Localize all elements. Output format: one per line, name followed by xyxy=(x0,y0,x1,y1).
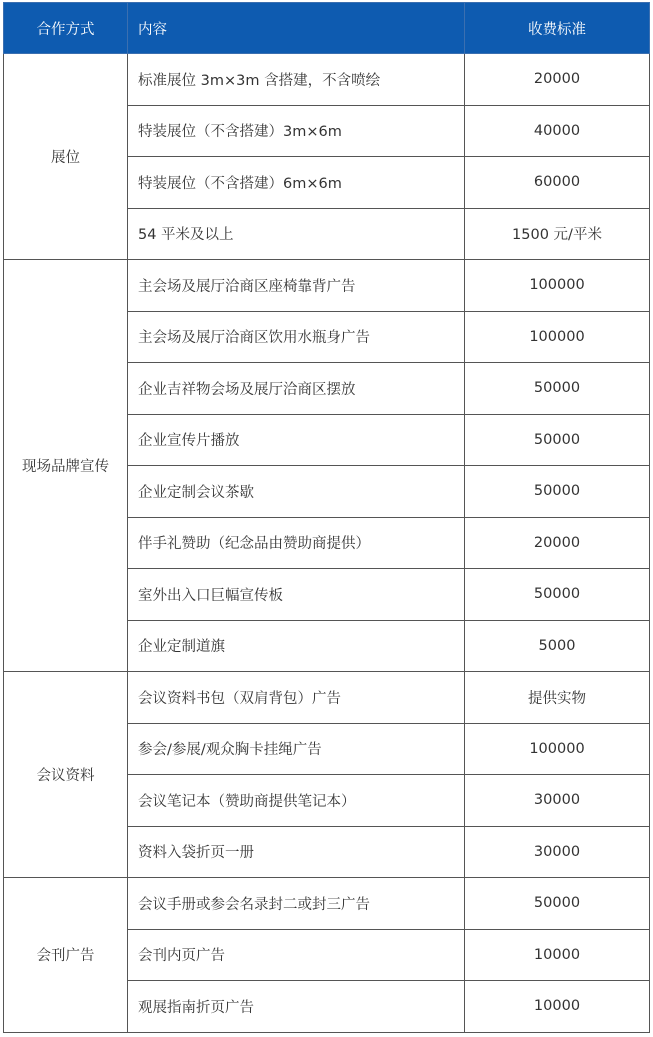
content-cell: 企业定制道旗 xyxy=(128,620,465,672)
content-cell: 会议资料书包（双肩背包）广告 xyxy=(128,672,465,724)
fee-cell: 50000 xyxy=(465,414,650,466)
table-header-row xyxy=(4,3,650,54)
table-row xyxy=(4,54,650,106)
fee-cell: 50000 xyxy=(465,466,650,518)
pricing-table xyxy=(3,2,650,1033)
content-cell: 观展指南折页广告 xyxy=(128,981,465,1033)
fee-cell: 5000 xyxy=(465,620,650,672)
content-cell: 参会/参展/观众胸卡挂绳广告 xyxy=(128,723,465,775)
content-cell: 伴手礼赞助（纪念品由赞助商提供） xyxy=(128,517,465,569)
header-fee-standard: 收费标准 xyxy=(465,3,650,54)
fee-cell: 100000 xyxy=(465,723,650,775)
fee-cell: 1500 元/平米 xyxy=(465,208,650,260)
fee-cell: 100000 xyxy=(465,311,650,363)
table-body xyxy=(4,54,650,1033)
content-cell: 特装展位（不含搭建）6m×6m xyxy=(128,157,465,209)
group-name-cell: 展位 xyxy=(4,54,128,260)
fee-cell: 60000 xyxy=(465,157,650,209)
content-cell: 企业宣传片播放 xyxy=(128,414,465,466)
content-cell: 标准展位 3m×3m 含搭建，不含喷绘 xyxy=(128,54,465,106)
group-name-cell: 会刊广告 xyxy=(4,878,128,1033)
content-cell: 特装展位（不含搭建）3m×6m xyxy=(128,105,465,157)
fee-cell: 30000 xyxy=(465,775,650,827)
fee-cell: 50000 xyxy=(465,569,650,621)
content-cell: 资料入袋折页一册 xyxy=(128,826,465,878)
fee-cell: 50000 xyxy=(465,878,650,930)
fee-cell: 100000 xyxy=(465,260,650,312)
content-cell: 企业吉祥物会场及展厅洽商区摆放 xyxy=(128,363,465,415)
table-row xyxy=(4,672,650,724)
content-cell: 主会场及展厅洽商区饮用水瓶身广告 xyxy=(128,311,465,363)
fee-cell: 30000 xyxy=(465,826,650,878)
content-cell: 会刊内页广告 xyxy=(128,929,465,981)
header-content: 内容 xyxy=(128,3,465,54)
table-row xyxy=(4,260,650,312)
fee-cell: 20000 xyxy=(465,517,650,569)
content-cell: 室外出入口巨幅宣传板 xyxy=(128,569,465,621)
fee-cell: 50000 xyxy=(465,363,650,415)
content-cell: 主会场及展厅洽商区座椅靠背广告 xyxy=(128,260,465,312)
header-cooperation-mode: 合作方式 xyxy=(4,3,128,54)
content-cell: 54 平米及以上 xyxy=(128,208,465,260)
fee-cell: 提供实物 xyxy=(465,672,650,724)
fee-cell: 10000 xyxy=(465,981,650,1033)
fee-cell: 40000 xyxy=(465,105,650,157)
content-cell: 会议笔记本（赞助商提供笔记本） xyxy=(128,775,465,827)
fee-cell: 10000 xyxy=(465,929,650,981)
group-name-cell: 现场品牌宣传 xyxy=(4,260,128,672)
content-cell: 企业定制会议茶歇 xyxy=(128,466,465,518)
table-row xyxy=(4,878,650,930)
content-cell: 会议手册或参会名录封二或封三广告 xyxy=(128,878,465,930)
fee-cell: 20000 xyxy=(465,54,650,106)
group-name-cell: 会议资料 xyxy=(4,672,128,878)
